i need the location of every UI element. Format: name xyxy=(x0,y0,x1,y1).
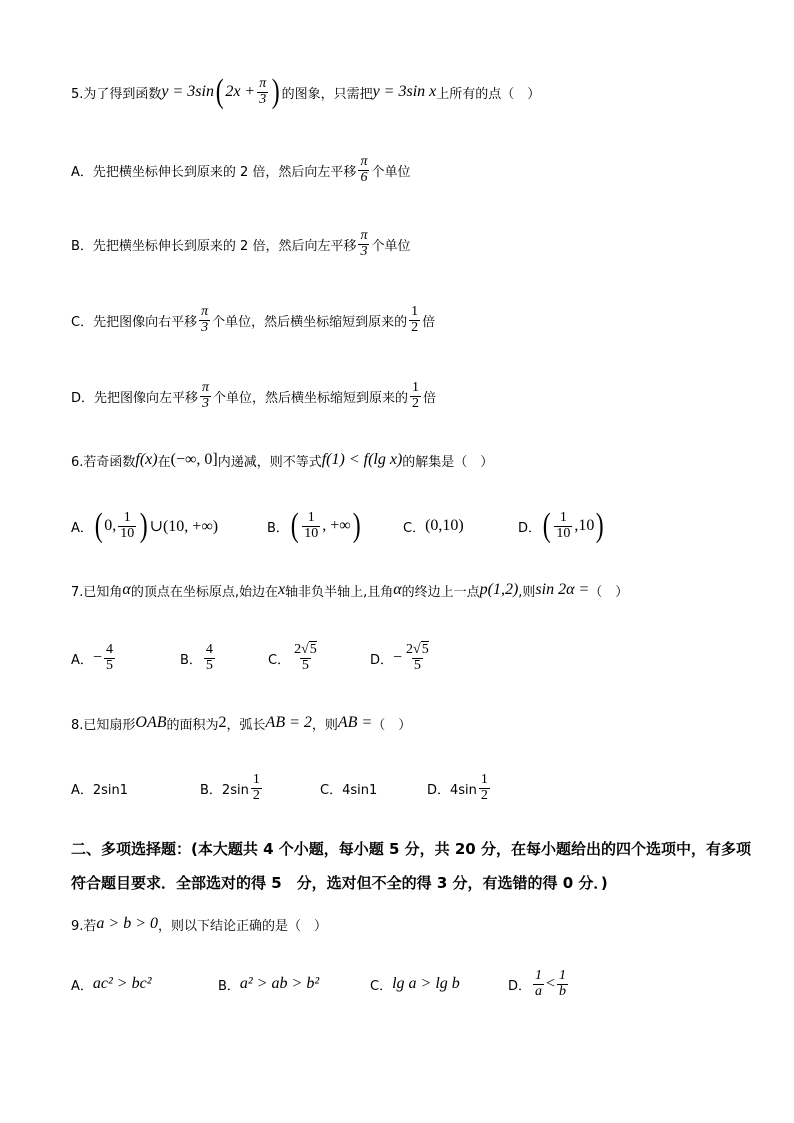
q7-stem: 7.已知角 α 的顶点在坐标原点,始边在 x 轴非负半轴上,且角 α 的终边上一点 p(1,2) ,则 sin 2α = （ ） xyxy=(71,581,629,600)
q6-option-a[interactable]: A． ( 0, $\frac{1}{10}$ ) ∪(10, +∞) xyxy=(71,507,219,544)
q9-option-b[interactable]: B． a² > ab > b² xyxy=(218,975,320,994)
fraction: $\frac{1}{2}$ xyxy=(412,379,420,411)
q8-option-c[interactable]: C．4sin1 xyxy=(320,782,378,798)
q6-stem: 6.若奇函数 f(x) 在 (−∞, 0] 内递减，则不等式 f(1) < f(lg x) 的解集是（ ） xyxy=(71,451,494,470)
fraction: $\frac{1}{2}$ xyxy=(411,303,419,335)
fraction: $\frac{1}{2}$ xyxy=(480,771,488,803)
q7-option-d[interactable]: D． − $\frac{2√5}{5}$ xyxy=(370,641,429,673)
fraction: $\frac{\pi}{3}$ xyxy=(202,379,210,411)
fraction: $\frac{\pi}{3}$ xyxy=(360,227,368,259)
q9-option-a[interactable]: A． ac² > bc² xyxy=(71,975,152,994)
section-2-heading: 二、多项选择题：(本大题共 4 个小题，每小题 5 分，共 20 分，在每小题给出的四个选项中，有多项符合题目要求．全部选对的得 5 分，选对但不全的得 3 分，有选错的得 0 分．) xyxy=(71,840,751,892)
q9-option-c[interactable]: C． lg a > lg b xyxy=(370,975,460,994)
q8-option-b[interactable]: B．2sin $\frac{1}{2}$ xyxy=(200,771,260,803)
fraction: $\frac{4}{5}$ xyxy=(205,641,213,673)
q5-stem: 5.为了得到函数 y = 3sin ( 2x + $\frac{\pi}{3}$ ) 的图象，只需把 y = 3sin x 上所有的点（ ） xyxy=(71,73,541,110)
fraction: $\frac{1}{a}$ xyxy=(535,967,543,999)
fraction: $\frac{1}{b}$ xyxy=(559,967,567,999)
q5-option-c[interactable]: C．先把图像向右平移 $\frac{\pi}{3}$ 个单位，然后横坐标缩短到原来的 $\frac{1}{2}$ 倍 xyxy=(71,303,436,335)
q9-stem: 9.若 a > b > 0 ，则以下结论正确的是（ ） xyxy=(71,915,328,934)
q6-option-b[interactable]: B． ( $\frac{1}{10}$ , +∞ ) xyxy=(267,507,361,544)
fraction: $\frac{\pi}{6}$ xyxy=(360,153,368,185)
q7-option-b[interactable]: B． $\frac{4}{5}$ xyxy=(180,641,213,673)
q5-option-d[interactable]: D．先把图像向左平移 $\frac{\pi}{3}$ 个单位，然后横坐标缩短到原来的 $\frac{1}{2}$ 倍 xyxy=(71,379,437,411)
fraction: $\frac{1}{10}$ xyxy=(556,509,571,541)
q5-option-b[interactable]: B．先把横坐标伸长到原来的 2 倍，然后向左平移 $\frac{\pi}{3}$ 个单位 xyxy=(71,227,411,259)
fraction: $\frac{4}{5}$ xyxy=(105,641,113,673)
q7-option-a[interactable]: A． − $\frac{4}{5}$ xyxy=(71,641,113,673)
fraction: $\frac{1}{10}$ xyxy=(304,509,319,541)
fraction: $\frac{1}{10}$ xyxy=(120,509,135,541)
fraction: $\frac{\pi}{3}$ xyxy=(201,303,209,335)
fraction: $\frac{2√5}{5}$ xyxy=(406,641,429,673)
q8-option-a[interactable]: A．2sin1 xyxy=(71,782,129,798)
q6-option-d[interactable]: D． ( $\frac{1}{10}$ ,10 ) xyxy=(518,507,604,544)
q8-stem: 8.已知扇形 OAB 的面积为 2 ，弧长 AB = 2 ，则 AB = （ ） xyxy=(71,714,412,733)
fraction: $\frac{2√5}{5}$ xyxy=(294,641,317,673)
q6-option-c[interactable]: C． (0,10) xyxy=(403,517,464,536)
q9-option-d[interactable]: D． $\frac{1}{a}$ < $\frac{1}{b}$ xyxy=(508,967,567,999)
fraction: $\frac{\pi}{3}$ xyxy=(259,75,267,107)
q7-option-c[interactable]: C． $\frac{2√5}{5}$ xyxy=(268,641,317,673)
q8-option-d[interactable]: D．4sin $\frac{1}{2}$ xyxy=(427,771,488,803)
q5-option-a[interactable]: A．先把横坐标伸长到原来的 2 倍，然后向左平移 $\frac{\pi}{6}$ 个单位 xyxy=(71,153,411,185)
fraction: $\frac{1}{2}$ xyxy=(252,771,260,803)
